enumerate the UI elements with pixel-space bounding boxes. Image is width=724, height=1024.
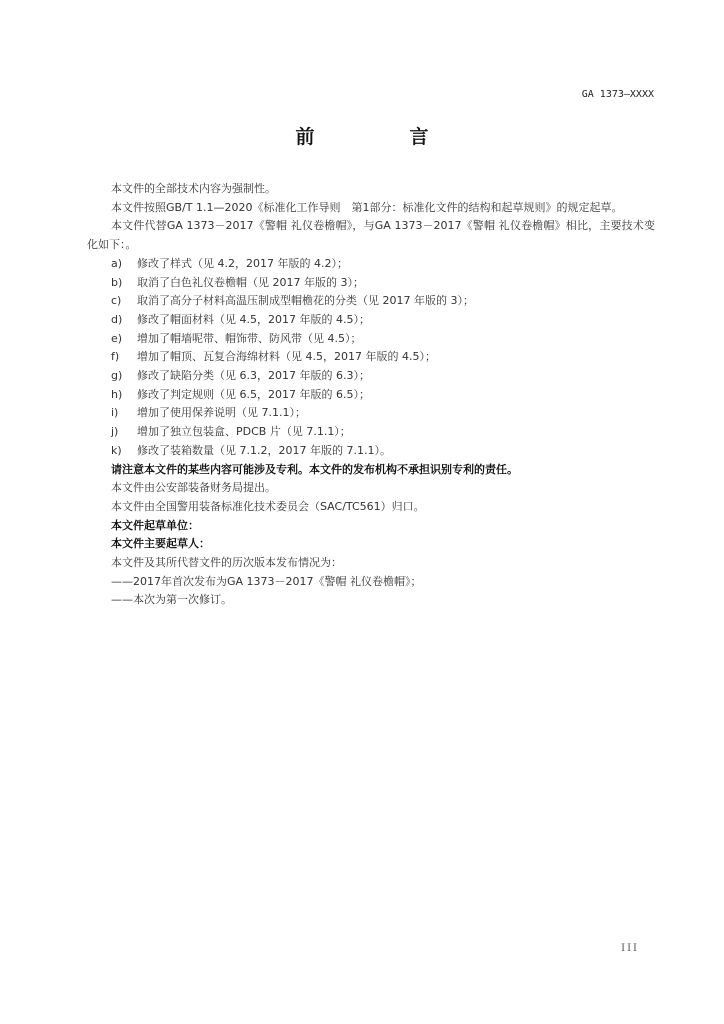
list-item-label: b) <box>111 275 123 289</box>
paragraph-patent-notice: 请注意本文件的某些内容可能涉及专利。本文件的发布机构不承担识别专利的责任。 <box>111 462 518 476</box>
changes-list <box>87 255 655 461</box>
list-item-label: h) <box>111 387 123 401</box>
paragraph-drafting-unit: 本文件起草单位： <box>111 518 199 532</box>
paragraph-mandatory: 本文件的全部技术内容为强制性。 <box>111 182 276 195</box>
page-number: III <box>621 943 639 954</box>
list-item-label: i) <box>111 406 119 420</box>
document-code: GA 1373—XXXX <box>581 89 654 100</box>
list-item <box>87 255 655 274</box>
list-item-label: c) <box>111 294 122 308</box>
list-item <box>87 442 655 461</box>
list-item <box>87 292 655 311</box>
list-item <box>87 367 655 386</box>
document-body <box>87 180 655 610</box>
list-item-text: 增加了帽顶、瓦复合海绵材料（见 4.5，2017 年版的 4.5）； <box>137 350 436 364</box>
list-item-text: 增加了使用保养说明（见 7.1.1）； <box>137 406 306 420</box>
list-item <box>87 330 655 349</box>
list-item-label: e) <box>111 331 123 345</box>
list-item-label: k) <box>111 443 122 457</box>
list-item-text: 修改了装箱数量（见 7.1.2，2017 年版的 7.1.1）。 <box>137 443 391 457</box>
paragraph-history-2017: ——2017年首次发布为GA 1373－2017《警帽 礼仪卷檐帽》； <box>111 574 422 588</box>
list-item-label: a) <box>111 256 123 270</box>
list-item <box>87 348 655 367</box>
paragraph-committee: 本文件由全国警用装备标准化技术委员会（SAC/TC561）归口。 <box>111 499 425 513</box>
list-item-label: g) <box>111 369 123 383</box>
list-item-text: 修改了判定规则（见 6.5，2017 年版的 6.5）； <box>137 387 370 401</box>
list-item <box>87 274 655 293</box>
paragraph-version-history: 本文件及其所代替文件的历次版本发布情况为： <box>111 556 342 570</box>
list-item-label: j) <box>111 425 119 439</box>
list-item-text: 修改了样式（见 4.2，2017 年版的 4.2）； <box>137 256 348 270</box>
list-item-text: 取消了白色礼仪卷檐帽（见 2017 年版的 3）； <box>137 275 364 289</box>
paragraph-main-drafters: 本文件主要起草人： <box>111 537 210 551</box>
list-item <box>87 311 655 330</box>
list-item <box>87 386 655 405</box>
paragraph-proposer: 本文件由公安部装备财务局提出。 <box>111 481 276 495</box>
paragraph-drafting-rule: 本文件按照GB/T 1.1—2020《标准化工作导则 第1部分：标准化文件的结构和起草规则》的规定起草。 <box>111 200 623 214</box>
list-item-text: 修改了缺陷分类（见 6.3，2017 年版的 6.3）； <box>137 369 370 383</box>
page-title: 前 言 <box>295 126 467 148</box>
paragraph-history-current: ——本次为第一次修订。 <box>111 593 232 607</box>
list-item-text: 修改了帽面材料（见 4.5，2017 年版的 4.5）； <box>137 312 370 326</box>
list-item-label: d) <box>111 312 123 326</box>
paragraph-replaces: 本文件代替GA 1373－2017《警帽 礼仪卷檐帽》，与GA 1373－2017《警帽 礼仪卷檐帽》相比，主要技术变化如下：。 <box>87 219 655 252</box>
list-item-text: 取消了高分子材料高温压制成型帽檐花的分类（见 2017 年版的 3）； <box>137 294 474 308</box>
list-item-text: 增加了帽墙呢带、帽饰带、防风带（见 4.5）； <box>137 331 362 345</box>
list-item-text: 增加了独立包装盒、PDCB 片（见 7.1.1）； <box>137 425 351 439</box>
list-item <box>87 404 655 423</box>
list-item-label: f) <box>111 350 120 364</box>
list-item <box>87 423 655 442</box>
